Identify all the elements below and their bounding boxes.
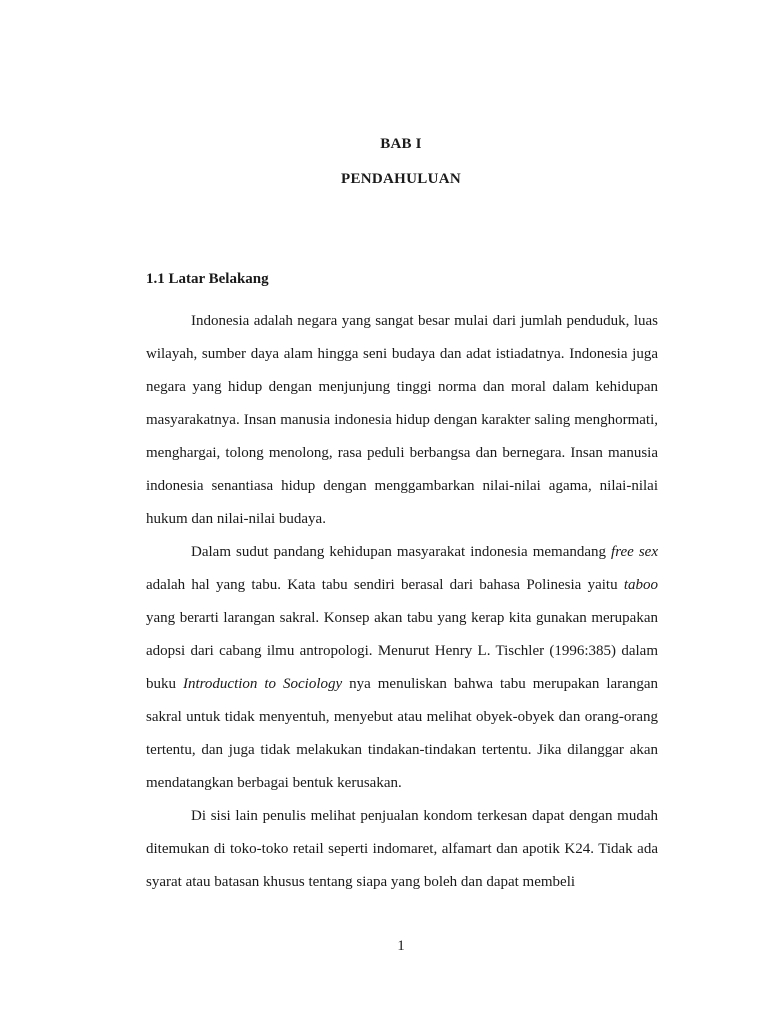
body-text xyxy=(146,305,658,899)
chapter-number: BAB I xyxy=(380,136,422,152)
paragraph-2 xyxy=(146,536,658,800)
paragraph-2-part-b: adalah hal yang tabu. Kata tabu sendiri berasal dari bahasa Polinesia yaitu xyxy=(146,577,624,593)
chapter-title: PENDAHULUAN xyxy=(341,171,461,187)
paragraph-2-part-c: yang berarti larangan sakral. Konsep akan tabu yang kerap kita gunakan merupakan adopsi dari cabang ilmu antropologi. Menurut Henry L. Tischler (1996:385) dalam buku xyxy=(146,610,658,692)
italic-term-free-sex: free sex xyxy=(611,544,658,560)
paragraph-2-part-a: Dalam sudut pandang kehidupan masyarakat indonesia memandang xyxy=(191,544,612,560)
italic-term-taboo: taboo xyxy=(623,577,658,593)
paragraph-3: Di sisi lain penulis melihat penjualan kondom terkesan dapat dengan mudah ditemukan di toko-toko retail seperti indomaret, alfamart dan apotik K24. Tidak ada syarat atau batasan khusus tentang siapa yang boleh dan dapat membeli xyxy=(146,808,658,890)
page-number: 1 xyxy=(397,938,405,954)
paragraph-2-part-d: nya menuliskan bahwa tabu merupakan larangan sakral untuk tidak menyentuh, menyebut atau melihat obyek-obyek dan orang-orang tertentu, dan juga tidak melakukan tindakan-tindakan tertentu. Jika dilanggar akan mendatangkan berbagai bentuk kerusakan. xyxy=(146,676,658,791)
section-heading: 1.1 Latar Belakang xyxy=(146,271,269,287)
paragraph-1: Indonesia adalah negara yang sangat besar mulai dari jumlah penduduk, luas wilayah, sumber daya alam hingga seni budaya dan adat istiadatnya. Indonesia juga negara yang hidup dengan menjunjung tinggi norma dan moral dalam kehidupan masyarakatnya. Insan manusia indonesia hidup dengan karakter saling menghormati, menghargai, tolong menolong, rasa peduli berbangsa dan bernegara. Insan manusia indonesia senantiasa hidup dengan menggambarkan nilai-nilai agama, nilai-nilai hukum dan nilai-nilai budaya. xyxy=(146,313,658,527)
italic-book-title: Introduction to Sociology xyxy=(182,676,343,692)
